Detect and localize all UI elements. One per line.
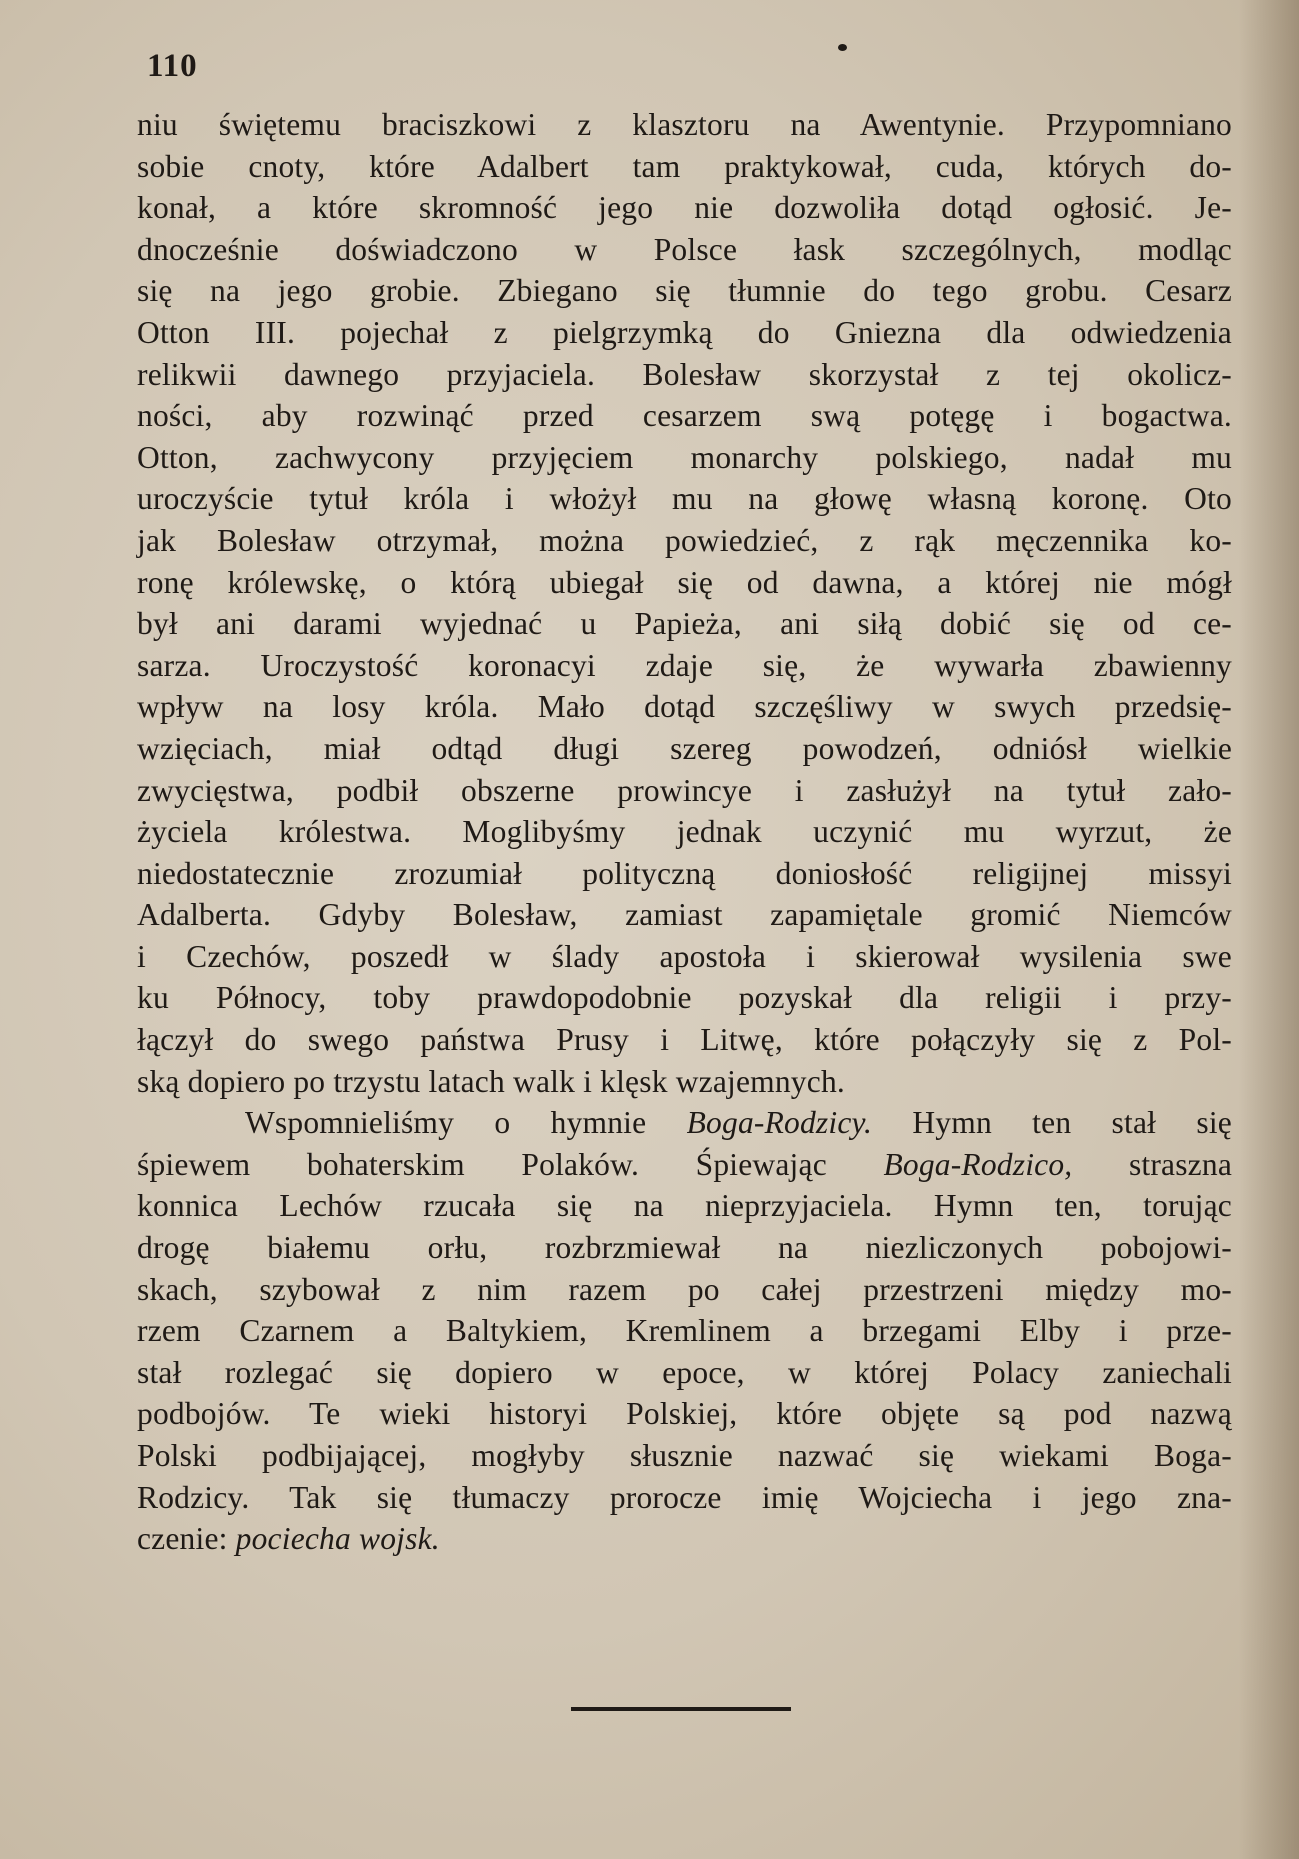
text-line: sarza. Uroczystość koronacyi zdaje się, że wywarła zbawienny	[137, 647, 1232, 683]
text-line: drogę białemu orłu, rozbrzmiewał na niezliczonych pobojowi-	[137, 1230, 1232, 1266]
text-line: relikwii dawnego przyjaciela. Bolesław skorzystał z tej okolicz-	[137, 356, 1232, 392]
text-line: Adalberta. Gdyby Bolesław, zamiast zapamiętale gromić Niemców	[137, 897, 1232, 933]
text-line: stał rozlegać się dopiero w epoce, w której Polacy zaniechali	[137, 1354, 1232, 1390]
text-run: śpiewem bohaterskim Polaków. Śpiewając	[137, 1146, 884, 1182]
text-line: niu świętemu braciszkowi z klasztoru na Awentynie. Przypomniano	[137, 107, 1232, 142]
text-line: uroczyście tytuł króla i włożył mu na głowę własną koronę. Oto	[137, 481, 1232, 517]
text-line: dnocześnie doświadczono w Polsce łask szczególnych, modląc	[137, 231, 1232, 267]
text-line	[137, 1144, 1232, 1186]
page-edge-shadow	[1239, 0, 1299, 1859]
text-line: podbojów. Te wieki historyi Polskiej, które objęte są pod nazwą	[137, 1396, 1232, 1432]
text-line: się na jego grobie. Zbiegano się tłumnie do tego grobu. Cesarz	[137, 273, 1232, 309]
italic-title: Boga-Rodzico,	[883, 1146, 1073, 1182]
paragraph-2	[137, 1102, 1232, 1560]
text-run: Hymn ten stał się	[872, 1105, 1232, 1141]
text-line: ską dopiero po trzystu latach walk i klęsk wzajemnych.	[137, 1063, 845, 1099]
section-end-rule	[571, 1707, 791, 1711]
text-line: był ani darami wyjednać u Papieża, ani siłą dobić się od ce-	[137, 606, 1232, 642]
text-line: rzem Czarnem a Baltykiem, Kremlinem a brzegami Elby i prze-	[137, 1313, 1232, 1349]
italic-title: Boga-Rodzicy.	[686, 1105, 873, 1141]
paragraph-1	[137, 104, 1232, 1102]
text-line: wzięciach, miał odtąd długi szereg powodzeń, odniósł wielkie	[137, 730, 1232, 766]
text-line: i Czechów, poszedł w ślady apostoła i skierował wysilenia swe	[137, 938, 1232, 974]
text-line: łączył do swego państwa Prusy i Litwę, które połączyły się z Pol-	[137, 1022, 1232, 1058]
text-line: ronę królewskę, o którą ubiegał się od dawna, a której nie mógł	[137, 564, 1232, 600]
text-run: czenie:	[137, 1521, 236, 1557]
text-line	[137, 1518, 1232, 1560]
text-line: konał, a które skromność jego nie dozwoliła dotąd ogłosić. Je-	[137, 190, 1232, 226]
text-run: straszna	[1072, 1146, 1232, 1182]
text-line: ności, aby rozwinąć przed cesarzem swą potęgę i bogactwa.	[137, 398, 1232, 434]
body-text	[137, 104, 1232, 1560]
text-line: ku Północy, toby prawdopodobnie pozyskał dla religii i przy-	[137, 980, 1232, 1016]
text-line: niedostatecznie zrozumiał polityczną doniosłość religijnej missyi	[137, 855, 1232, 891]
text-line: życiela królestwa. Moglibyśmy jednak uczynić mu wyrzut, że	[137, 814, 1232, 850]
text-line: Otton, zachwycony przyjęciem monarchy polskiego, nadał mu	[137, 439, 1232, 475]
text-line: Otton III. pojechał z pielgrzymką do Gniezna dla odwiedzenia	[137, 314, 1232, 350]
text-line: sobie cnoty, które Adalbert tam praktykował, cuda, których do-	[137, 148, 1232, 184]
text-run: Wspomnieliśmy o hymnie	[245, 1105, 687, 1141]
text-line	[137, 1102, 1232, 1144]
text-line: wpływ na losy króla. Mało dotąd szczęśliwy w swych przedsię-	[137, 689, 1232, 725]
text-line: konnica Lechów rzucała się na nieprzyjaciela. Hymn ten, torując	[137, 1188, 1232, 1224]
text-line: Rodzicy. Tak się tłumaczy prorocze imię Wojciecha i jego zna-	[137, 1479, 1232, 1515]
italic-phrase: pociecha wojsk.	[235, 1521, 440, 1557]
ink-speck	[838, 44, 847, 51]
text-line: skach, szybował z nim razem po całej przestrzeni między mo-	[137, 1271, 1232, 1307]
text-line: zwycięstwa, podbił obszerne prowincye i zasłużył na tytuł zało-	[137, 772, 1232, 808]
text-line: Polski podbijającej, mogłyby słusznie nazwać się wiekami Boga-	[137, 1438, 1232, 1473]
page-number: 110	[147, 48, 198, 84]
text-line: jak Bolesław otrzymał, można powiedzieć, z rąk męczennika ko-	[137, 522, 1232, 558]
